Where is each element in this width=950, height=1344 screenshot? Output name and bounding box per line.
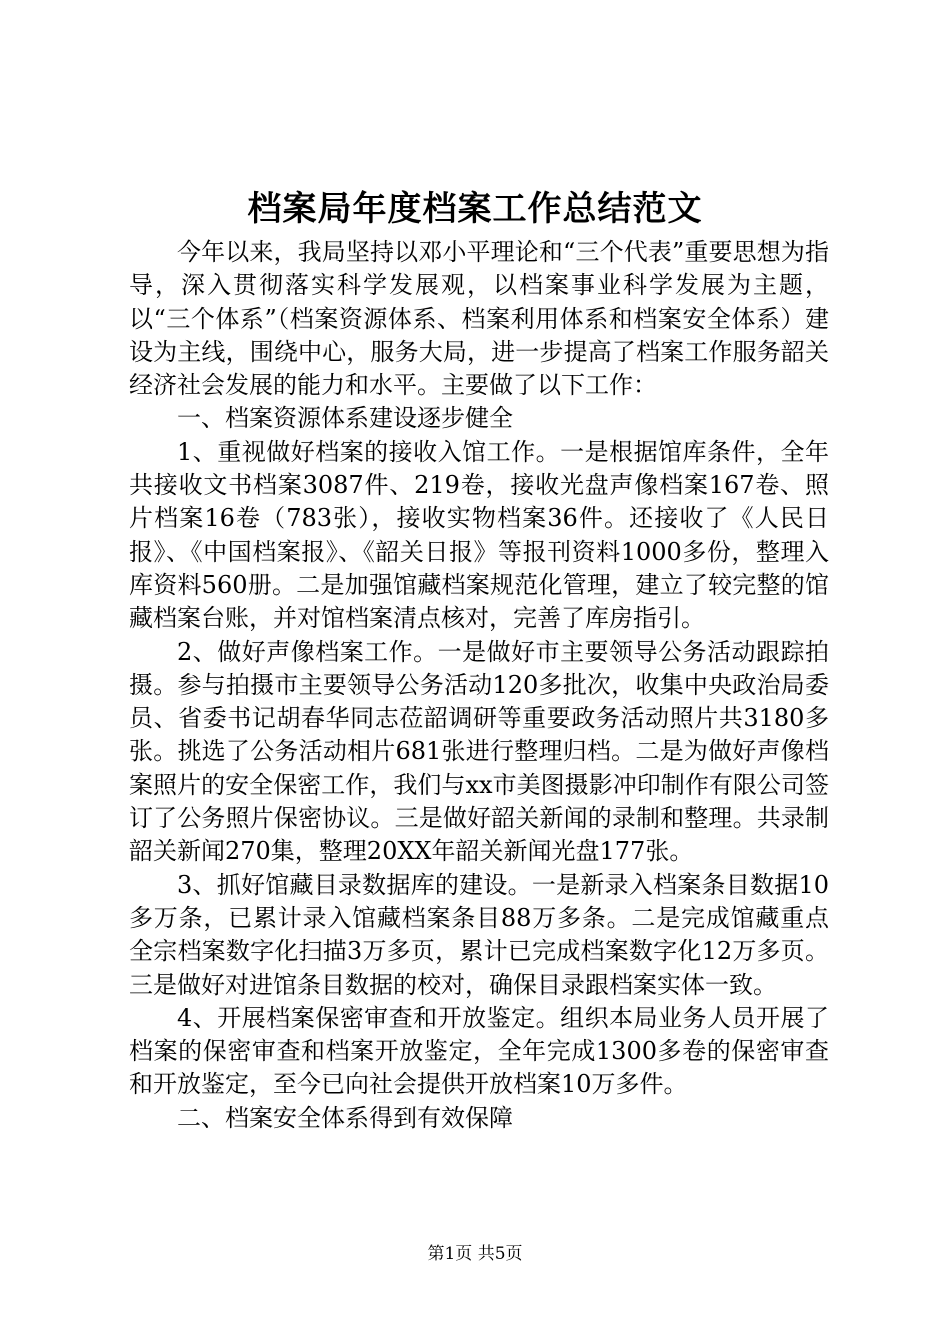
- paragraph-item-1: 1、重视做好档案的接收入馆工作。一是根据馆库条件，全年共接收文书档案3087件、219卷，接收光盘声像档案167卷、照片档案16卷（783张），接收实物档案36件。还接收了《人民日报》、《中国档案报》、《韶关日报》等报刊资料1000多份，整理入库资料560册。二是加强馆藏档案规范化管理，建立了较完整的馆藏档案台账，并对馆档案清点核对，完善了库房指引。: [129, 437, 829, 633]
- document-title: 档案局年度档案工作总结范文: [247, 189, 703, 229]
- paragraph-item-2: 2、做好声像档案工作。一是做好市主要领导公务活动跟踪拍摄。参与拍摄市主要领导公务活动120多批次，收集中央政治局委员、省委书记胡春华同志莅韶调研等重要政务活动照片共3180多张。挑选了公务活动相片681张进行整理归档。二是为做好声像档案照片的安全保密工作，我们与xx市美图摄影冲印制作有限公司签订了公务照片保密协议。三是做好韶关新闻的录制和整理。共录制韶关新闻270集，整理20XX年韶关新闻光盘177张。: [129, 637, 829, 866]
- document-body: [129, 236, 829, 1135]
- intro-paragraph: 今年以来，我局坚持以邓小平理论和“三个代表”重要思想为指导，深入贯彻落实科学发展观，以档案事业科学发展为主题，以“三个体系”（档案资源体系、档案利用体系和档案安全体系）建设为主线，围绕中心，服务大局，进一步提高了档案工作服务韶关经济社会发展的能力和水平。主要做了以下工作：: [129, 238, 829, 400]
- paragraph-item-4: 4、开展档案保密审查和开放鉴定。组织本局业务人员开展了档案的保密审查和档案开放鉴定，全年完成1300多卷的保密审查和开放鉴定，至今已向社会提供开放档案10万多件。: [129, 1003, 829, 1099]
- page-number-footer: 第1页 共5页: [427, 1244, 523, 1264]
- section-heading-2: 二、档案安全体系得到有效保障: [177, 1103, 513, 1132]
- paragraph-item-3: 3、抓好馆藏目录数据库的建设。一是新录入档案条目数据10多万条，已累计录入馆藏档案条目88万多条。二是完成馆藏重点全宗档案数字化扫描3万多页，累计已完成档案数字化12万多页。三是做好对进馆条目数据的校对，确保目录跟档案实体一致。: [129, 870, 829, 999]
- section-heading-1: 一、档案资源体系建设逐步健全: [177, 404, 513, 433]
